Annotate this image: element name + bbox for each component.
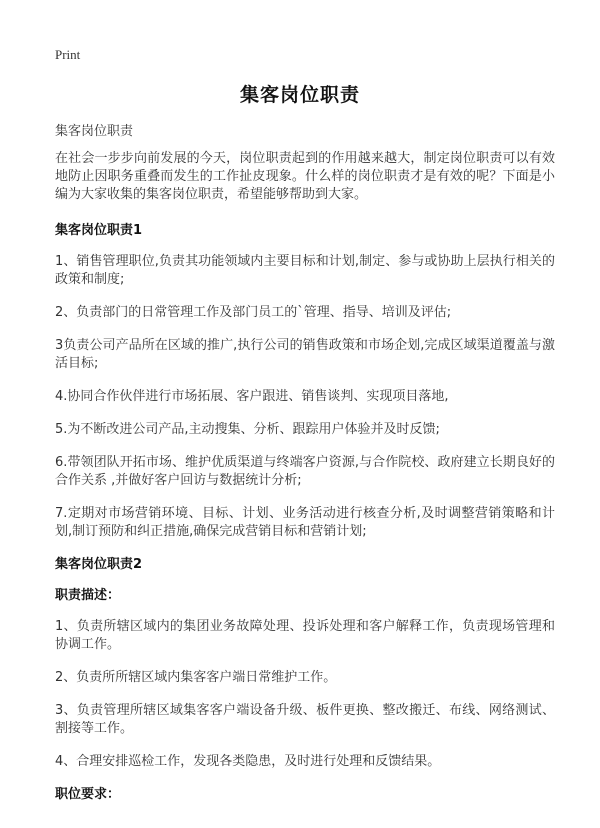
section2-item: 1、负责所辖区域内的集团业务故障处理、投诉处理和客户解释工作，负责现场管理和协调工作。 xyxy=(55,619,555,652)
section1-item: 2、负责部门的日常管理工作及部门员工的`管理、指导、培训及评估; xyxy=(55,305,452,320)
document-body xyxy=(55,150,555,804)
section1-item: 7.定期对市场营销环境、目标、计划、业务活动进行核查分析,及时调整营销策略和计划,制订预防和纠正措施,确保完成营销目标和营销计划; xyxy=(55,506,555,539)
section1-heading: 集客岗位职责1 xyxy=(55,223,143,238)
section2-heading: 集客岗位职责2 xyxy=(55,557,143,572)
print-link[interactable]: Print xyxy=(55,47,81,62)
section2-item: 2、负责所所辖区域内集客客户端日常维护工作。 xyxy=(55,670,337,685)
section1-item: 1、销售管理职位,负责其功能领域内主要目标和计划,制定、参与或协助上层执行相关的政策和制度; xyxy=(55,254,555,287)
section1-item: 6.带领团队开拓市场、维护优质渠道与终端客户资源,与合作院校、政府建立长期良好的合作关系 ,并做好客户回访与数据统计分析; xyxy=(55,455,555,488)
section1-item: 3负责公司产品所在区域的推广,执行公司的销售政策和市场企划,完成区域渠道覆盖与激活目标; xyxy=(55,338,555,371)
page-title: 集客岗位职责 xyxy=(239,84,360,106)
document-subtitle: 集客岗位职责 xyxy=(55,124,134,139)
section2-item: 4、合理安排巡检工作，发现各类隐患，及时进行处理和反馈结果。 xyxy=(55,754,441,769)
requirements-heading: 职位要求： xyxy=(55,787,121,802)
section1-item: 5.为不断改进公司产品,主动搜集、分析、跟踪用户体验并及时反馈; xyxy=(55,422,440,437)
section1-item: 4.协同合作伙伴进行市场拓展、客户跟进、销售谈判、实现项目落地, xyxy=(55,389,449,404)
section2-item: 3、负责管理所辖区域集客客户端设备升级、板件更换、整改搬迁、布线、网络测试、割接等工作。 xyxy=(55,703,555,736)
section2-subheading: 职责描述： xyxy=(55,588,121,603)
intro-paragraph: 在社会一步步向前发展的今天，岗位职责起到的作用越来越大，制定岗位职责可以有效地防止因职务重叠而发生的工作扯皮现象。什么样的岗位职责才是有效的呢？下面是小编为大家收集的集客岗位职责，希望能够帮助到大家。 xyxy=(55,151,555,202)
